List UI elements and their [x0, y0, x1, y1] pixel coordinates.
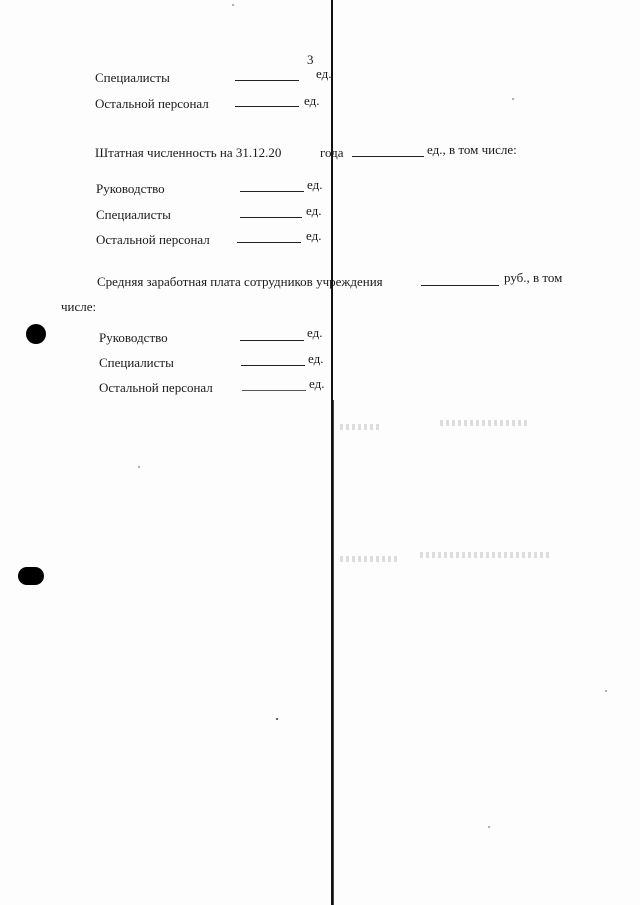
- scan-speck: [512, 98, 514, 100]
- row-label: Специалисты: [99, 355, 174, 370]
- scan-speck: [138, 466, 140, 468]
- punch-hole-top: [26, 324, 46, 344]
- unit-label: ед.: [306, 203, 322, 218]
- scan-noise: [440, 420, 530, 426]
- row-label: Остальной персонал: [99, 380, 213, 395]
- fill-in-blank: [242, 390, 306, 391]
- scan-speck: [488, 826, 490, 828]
- fill-in-blank: [235, 80, 299, 81]
- fill-in-blank: [240, 340, 304, 341]
- fill-in-blank: [235, 106, 299, 107]
- scan-noise: [340, 556, 400, 562]
- scan-fold-shadow: [333, 400, 334, 905]
- scan-speck: [605, 690, 607, 692]
- staff-count-heading: Штатная численность на 31.12.20: [95, 145, 282, 160]
- fill-in-blank: [241, 365, 305, 366]
- row-label: Специалисты: [96, 207, 171, 222]
- salary-heading-end: руб., в том: [504, 270, 563, 285]
- scan-noise: [420, 552, 550, 558]
- salary-heading-wrap: числе:: [61, 299, 97, 314]
- fill-in-blank: [237, 242, 301, 243]
- scan-speck: [232, 4, 234, 6]
- scan-noise: [340, 424, 380, 430]
- staff-count-heading-year-word: года: [320, 145, 344, 160]
- fill-in-blank: [421, 285, 499, 286]
- row-label: Руководство: [96, 181, 165, 196]
- punch-hole-bottom: [18, 567, 44, 585]
- row-label: Остальной персонал: [95, 96, 209, 111]
- fill-in-blank: [352, 156, 424, 157]
- page-number: 3: [307, 52, 314, 67]
- salary-heading: Средняя заработная плата сотрудников учреждения: [97, 274, 383, 289]
- unit-label: ед.: [316, 66, 332, 81]
- row-label: Остальной персонал: [96, 232, 210, 247]
- staff-count-heading-end: ед., в том числе:: [427, 142, 517, 157]
- scan-speck: [276, 718, 278, 720]
- unit-label: ед.: [307, 177, 323, 192]
- unit-label: ед.: [307, 325, 323, 340]
- row-label: Руководство: [99, 330, 168, 345]
- unit-label: ед.: [308, 351, 324, 366]
- row-label: Специалисты: [95, 70, 170, 85]
- unit-label: ед.: [304, 93, 320, 108]
- unit-label: ед.: [309, 376, 325, 391]
- unit-label: ед.: [306, 228, 322, 243]
- fill-in-blank: [240, 217, 302, 218]
- fill-in-blank: [240, 191, 304, 192]
